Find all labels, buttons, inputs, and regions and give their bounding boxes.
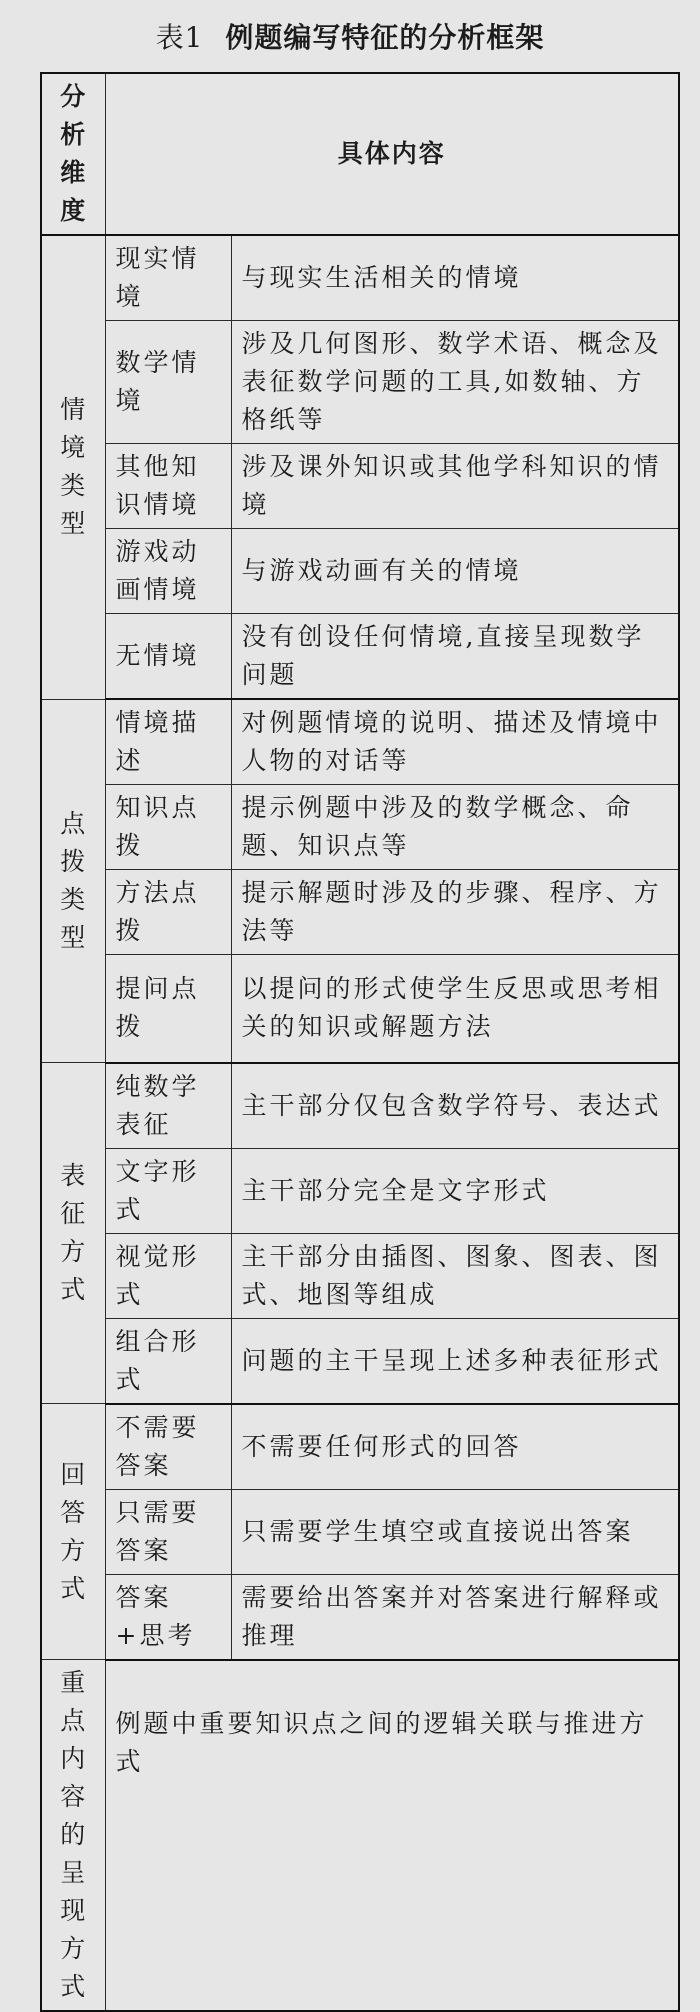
table-row [41, 1660, 679, 2012]
dimension-header [41, 73, 105, 235]
description-cell: 以提问的形式使学生反思或思考相关的知识或解题方法 [231, 955, 679, 1063]
dimension-cell: 表征 方式 [41, 1063, 105, 1404]
table-title: 例题编写特征的分析框架 [225, 21, 545, 54]
category-cell: 游戏动画情境 [105, 529, 231, 614]
category-cell: 组合形式 [105, 1318, 231, 1404]
description-cell: 主干部分仅包含数学符号、表达式 [231, 1063, 679, 1149]
table-row [41, 1489, 679, 1574]
table-row [41, 614, 679, 700]
dimension-cell: 点拨 类型 [41, 699, 105, 1063]
table-row [41, 1404, 679, 1490]
category-cell: 不需要答案 [105, 1404, 231, 1490]
table-row [41, 1148, 679, 1233]
category-cell: 答案+思考 [105, 1574, 231, 1660]
category-cell: 纯数学表征 [105, 1063, 231, 1149]
table-row [41, 529, 679, 614]
category-cell: 其他知识情境 [105, 444, 231, 529]
description-cell: 例题中重要知识点之间的逻辑关联与推进方式 [105, 1660, 679, 2012]
table-row [41, 870, 679, 955]
category-cell: 方法点拨 [105, 870, 231, 955]
description-cell: 主干部分由插图、图象、图表、图式、地图等组成 [231, 1233, 679, 1318]
dimension-header-text: 分析 维度 [60, 82, 87, 225]
description-cell: 不需要任何形式的回答 [231, 1404, 679, 1490]
category-cell: 情境描述 [105, 699, 231, 785]
category-cell: 数学情境 [105, 321, 231, 444]
category-cell: 提问点拨 [105, 955, 231, 1063]
category-cell: 知识点拨 [105, 785, 231, 870]
dimension-cell: 回答 方式 [41, 1404, 105, 1660]
table-row [41, 235, 679, 321]
table-row [41, 1063, 679, 1149]
description-cell: 涉及几何图形、数学术语、概念及表征数学问题的工具,如数轴、方格纸等 [231, 321, 679, 444]
table-row [41, 1233, 679, 1318]
category-cell: 现实情境 [105, 235, 231, 321]
description-cell: 与游戏动画有关的情境 [231, 529, 679, 614]
table-row [41, 955, 679, 1063]
content-header: 具体内容 [105, 73, 679, 235]
analysis-framework-table [40, 72, 680, 2012]
dimension-cell: 情境 类型 [41, 235, 105, 699]
category-cell: 无情境 [105, 614, 231, 700]
category-cell: 文字形式 [105, 1148, 231, 1233]
table-row [41, 444, 679, 529]
table-row [41, 321, 679, 444]
dimension-cell: 重点 内容 的呈 现方 式 [41, 1660, 105, 2012]
description-cell: 提示解题时涉及的步骤、程序、方法等 [231, 870, 679, 955]
description-cell: 问题的主干呈现上述多种表征形式 [231, 1318, 679, 1404]
table-caption [0, 14, 700, 62]
description-cell: 只需要学生填空或直接说出答案 [231, 1489, 679, 1574]
description-cell: 涉及课外知识或其他学科知识的情境 [231, 444, 679, 529]
category-cell: 视觉形式 [105, 1233, 231, 1318]
table-number: 表1 [155, 21, 204, 54]
description-cell: 没有创设任何情境,直接呈现数学问题 [231, 614, 679, 700]
table-row [41, 1318, 679, 1404]
description-cell: 需要给出答案并对答案进行解释或推理 [231, 1574, 679, 1660]
table-row [41, 699, 679, 785]
table-row [41, 1574, 679, 1660]
header-row [41, 73, 679, 235]
table-row [41, 785, 679, 870]
category-cell: 只需要答案 [105, 1489, 231, 1574]
description-cell: 与现实生活相关的情境 [231, 235, 679, 321]
description-cell: 提示例题中涉及的数学概念、命题、知识点等 [231, 785, 679, 870]
description-cell: 主干部分完全是文字形式 [231, 1148, 679, 1233]
description-cell: 对例题情境的说明、描述及情境中人物的对话等 [231, 699, 679, 785]
